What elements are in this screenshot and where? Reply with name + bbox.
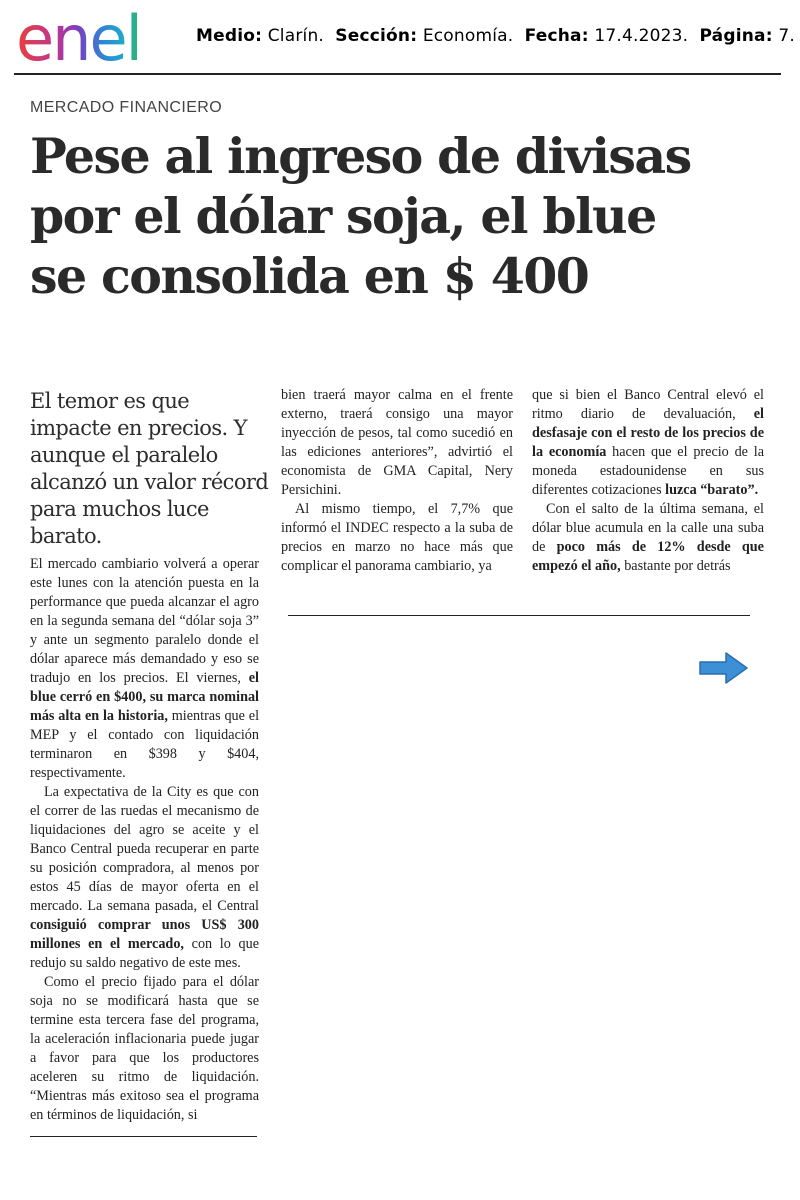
paragraph [30,555,259,783]
column-end-rule [30,1136,257,1137]
text-run: La expectativa de la City es que con el correr de las ruedas el mecanismo de liquidaciones del agro se aceite y el Banco Central pueda recuperar en parte su posición compradora, al menos por estos 45 días de mayor oferta en el mercado. La semana pasada, el Central [30,784,259,914]
fecha-value: 17.4.2023. [594,26,689,46]
paragraph [30,783,259,973]
fecha-label: Fecha: [524,26,589,46]
column-end-rule [288,615,750,616]
headline-line: por el dólar soja, el blue [30,187,656,245]
header-divider [14,73,781,75]
pagina-label: Página: [699,26,773,46]
headline-line: se consolida en $ 400 [30,247,589,305]
text-run: bastante por detrás [620,558,731,574]
bold-text-run: consiguió comprar unos US$ 300 millones en el mercado, [30,917,259,952]
text-run: hacen que el precio de la moneda estadounidense en sus diferentes cotizaciones [532,444,764,498]
bold-text-run: poco más de 12% desde que empezó el año, [532,539,764,574]
bold-text-run: el blue cerró en $400, su marca nominal más alta en la historia, [30,670,259,724]
seccion-value: Economía. [422,26,514,46]
bold-text-run: luzca “barato”. [665,482,759,498]
arrow-right-icon[interactable] [698,650,750,686]
paragraph [532,386,764,500]
text-run: mientras que el MEP y el contado con liquidación terminaron en $398 y $404, respectivamente. [30,708,260,781]
medio-value: Clarín. [267,26,325,46]
paragraph: bien traerá mayor calma en el frente externo, traerá consigo una mayor inyección de pesos, tal como sucedió en las ediciones anteriores”, advirtió el economista de GMA Capital, Nery Persichini. [281,387,513,498]
text-run: que si bien el Banco Central elevó el ritmo diario de devaluación, [532,387,764,422]
pagina-value: 7. [778,26,795,46]
headline [30,126,770,306]
text-run: Con el salto de la última semana, el dólar blue acumula en la calle una suba de [532,501,764,555]
text-run: con lo que redujo su saldo negativo de este mes. [30,936,259,971]
subheadline: El temor es que impacte en precios. Y aunque el paralelo alcanzó un valor récord para muchos luce barato. [30,389,269,548]
headline-line: Pese al ingreso de divisas [30,127,691,185]
svg-text:enel: enel [16,4,141,68]
enel-logo [16,4,182,68]
text-run: El mercado cambiario volverá a operar este lunes con la atención puesta en la performance que pueda alcanzar el agro en la segunda semana del “dólar soja 3” y ante un segmento paralelo donde el dólar aparece más demandado y eso se tradujo en los precios. El viernes, [30,556,259,686]
medio-label: Medio: [196,26,263,46]
article-column-1 [30,555,259,1125]
article-column-3 [532,386,764,576]
paragraph: Como el precio fijado para el dólar soja no se modificará hasta que se termine esta tercera fase del programa, la aceleración inflacionaria puede jugar a favor para que los productores aceleren su ritmo de liquidación. “Mientras más exitoso sea el programa en términos de liquidación, si [30,974,259,1123]
paragraph [532,500,764,576]
article-column-2 [281,386,513,576]
seccion-label: Sección: [335,26,418,46]
bold-text-run: el desfasaje con el resto de los precios de la economía [532,406,764,460]
clipping-metadata [196,26,795,46]
section-label: MERCADO FINANCIERO [30,99,223,116]
paragraph: Al mismo tiempo, el 7,7% que informó el INDEC respecto a la suba de precios en marzo no hace más que complicar el panorama cambiario, ya [281,501,513,574]
